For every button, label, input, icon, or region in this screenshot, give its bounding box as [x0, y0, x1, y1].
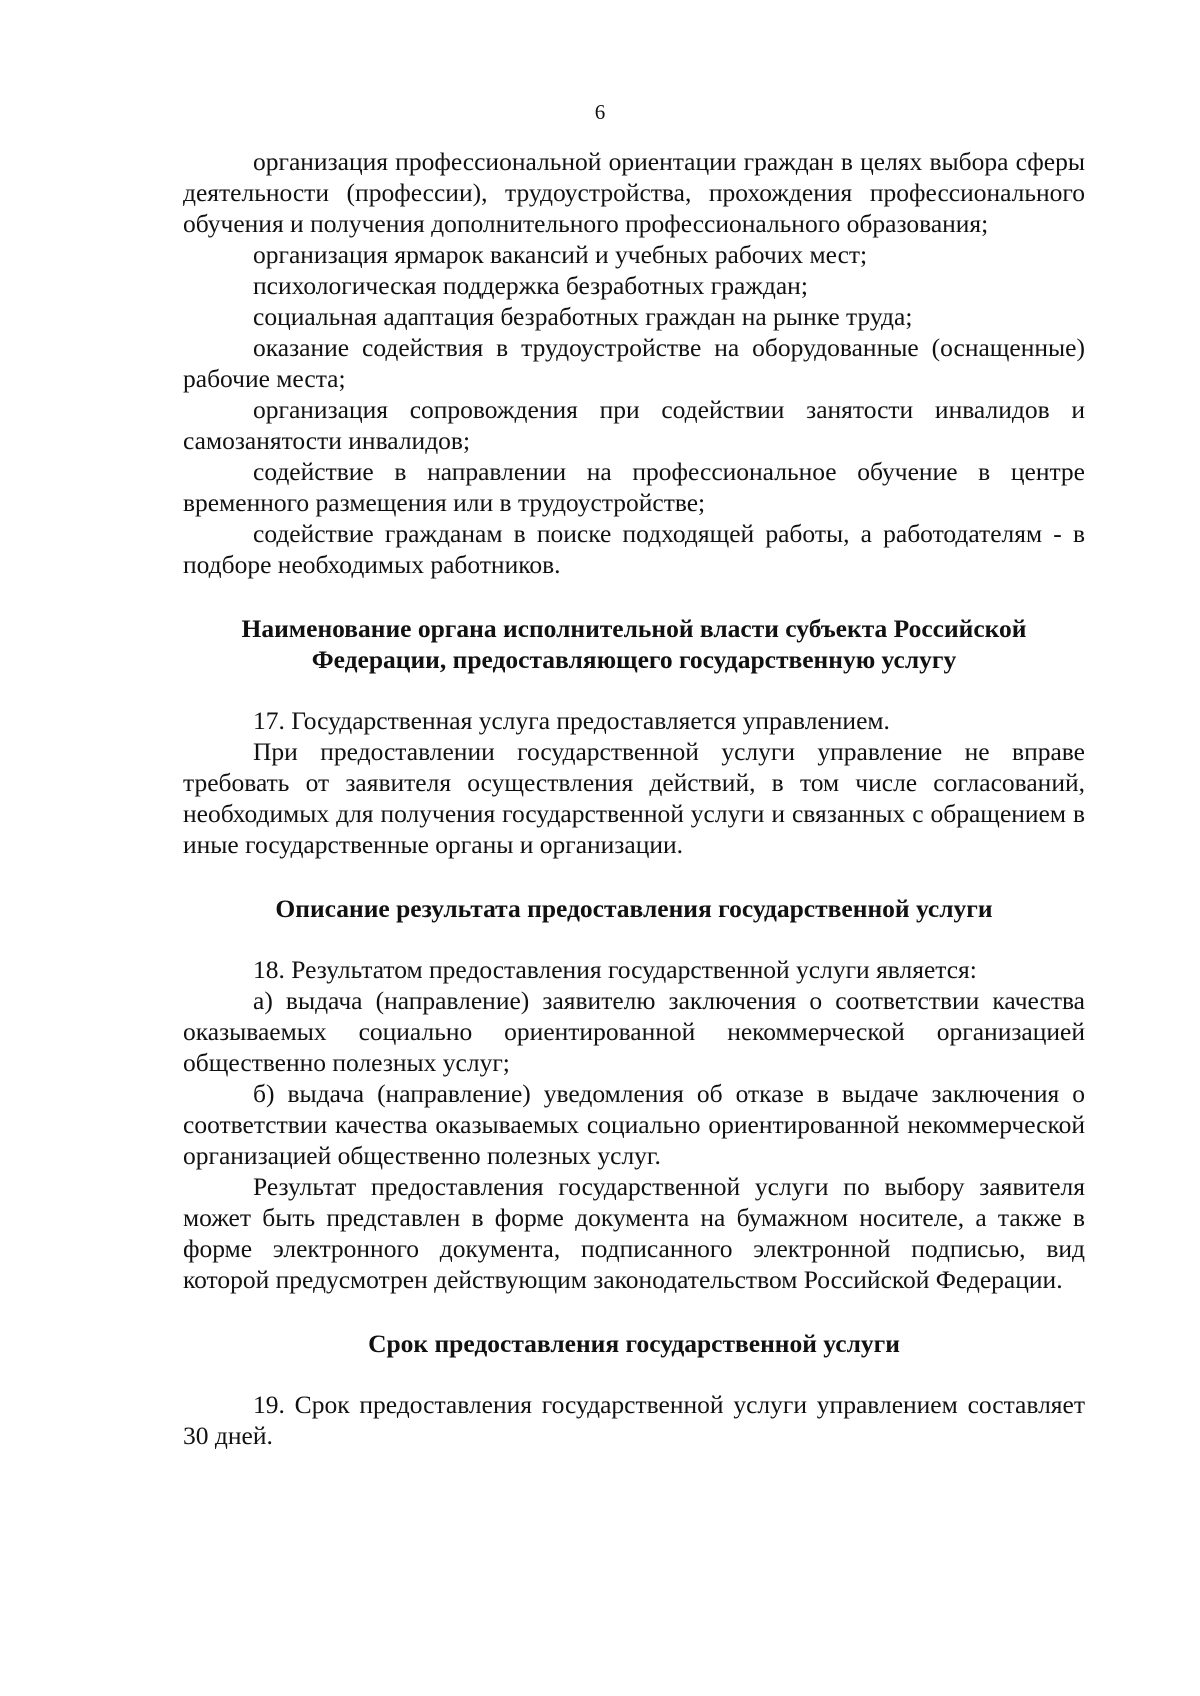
- paragraph: Результат предоставления государственной услуги по выбору заявителя может быть представлен в форме документа на бумажном носителе, а также в форме электронного документа, подписанного электронной подписью, вид которой предусмотрен действующим законодательством Российской Федерации.: [183, 1172, 1085, 1294]
- paragraph-item-a: а) выдача (направление) заявителю заключения о соответствии качества оказываемых социально ориентированной некоммерческой организацией общественно полезных услуг;: [183, 986, 1085, 1077]
- list-item: организация ярмарок вакансий и учебных рабочих мест;: [253, 240, 868, 269]
- section-heading-authority: Наименование органа исполнительной власти субъекта Российской Федерации, предоставляющего государственную услугу: [241, 614, 1027, 674]
- list-item: организация профессиональной ориентации граждан в целях выбора сферы деятельности (профессии), трудоустройства, прохождения профессионального обучения и получения дополнительного профессионального образования;: [183, 147, 1085, 238]
- list-item: содействие гражданам в поиске подходящей работы, а работодателям - в подборе необходимых работников.: [183, 519, 1085, 579]
- section-heading-term: Срок предоставления государственной услуги: [368, 1329, 900, 1358]
- paragraph-18: 18. Результатом предоставления государственной услуги является:: [253, 955, 977, 984]
- list-item: оказание содействия в трудоустройстве на оборудованные (оснащенные) рабочие места;: [183, 333, 1085, 393]
- list-item: социальная адаптация безработных граждан на рынке труда;: [253, 302, 913, 331]
- paragraph-19: 19. Срок предоставления государственной услуги управлением составляет 30 дней.: [183, 1390, 1085, 1450]
- list-item: психологическая поддержка безработных граждан;: [253, 271, 808, 300]
- paragraph: При предоставлении государственной услуги управление не вправе требовать от заявителя осуществления действий, в том числе согласований, необходимых для получения государственной услуги и связанных с обращением в иные государственные органы и организации.: [183, 737, 1085, 859]
- section-heading-result: Описание результата предоставления государственной услуги: [275, 894, 993, 923]
- paragraph-item-b: б) выдача (направление) уведомления об отказе в выдаче заключения о соответствии качества оказываемых социально ориентированной некоммерческой организацией общественно полезных услуг.: [183, 1079, 1085, 1170]
- document-body: [183, 146, 1085, 1451]
- page-number: 6: [594, 100, 606, 124]
- paragraph-17: 17. Государственная услуга предоставляется управлением.: [253, 706, 890, 735]
- list-item: организация сопровождения при содействии занятости инвалидов и самозанятости инвалидов;: [183, 395, 1085, 455]
- list-item: содействие в направлении на профессиональное обучение в центре временного размещения или в трудоустройстве;: [183, 457, 1085, 517]
